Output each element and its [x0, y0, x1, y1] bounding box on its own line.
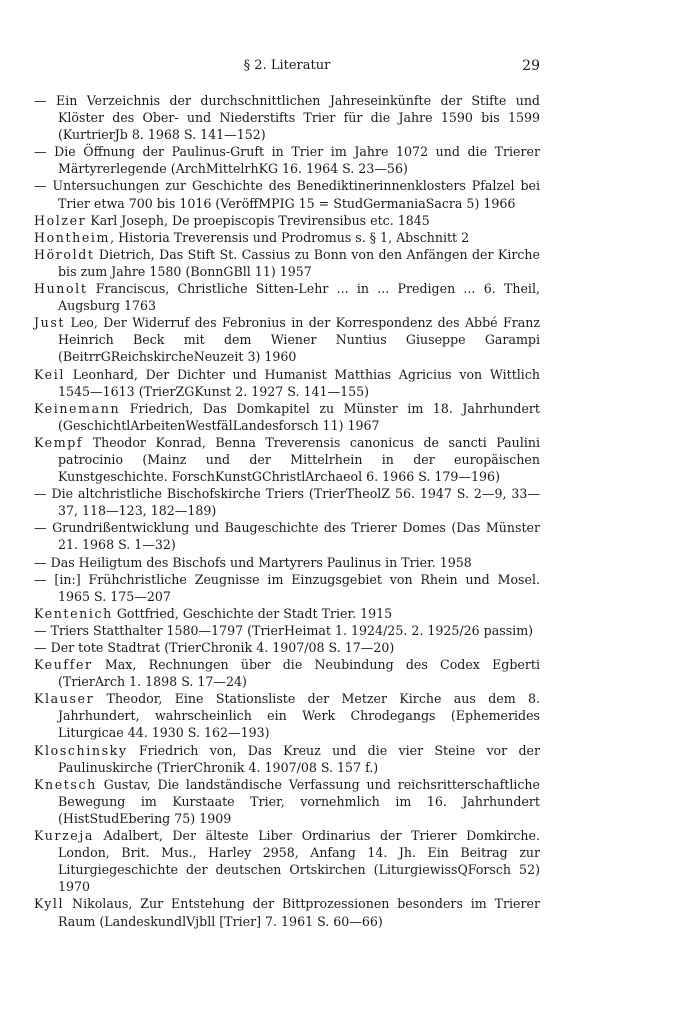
entry-author: Klauser [34, 691, 95, 707]
bibliography-entry [34, 246, 540, 280]
bibliography-entry [34, 639, 540, 656]
entry-text: Theodor Konrad, Benna Treverensis canonicus de sancti Paulini patrocinio (Mainz und der Mittelrhein in der europäischen Kunstgeschichte. ForschKunstGChristlArchaeol 6. 1966 S. 179—196) [58, 434, 540, 485]
bibliography-entry [34, 485, 540, 519]
entry-text: Gottfried, Geschichte der Stadt Trier. 1915 [112, 605, 393, 621]
entry-text: — Grundrißentwicklung und Baugeschichte des Trierer Domes (Das Münster 21. 1968 S. 1—32) [34, 520, 540, 553]
entry-author: Knetsch [34, 776, 97, 792]
bibliography-entry [34, 519, 540, 553]
entry-author: Hontheim [34, 229, 111, 245]
entry-author: Kempf [34, 434, 84, 450]
entry-author: Keinemann [34, 400, 121, 416]
entry-text: Max, Rechnungen über die Neubindung des Codex Egberti (TrierArch 1. 1898 S. 17—24) [58, 657, 540, 690]
entry-author: Hunolt [34, 281, 88, 297]
section-heading: § 2. Literatur [243, 58, 331, 73]
entry-text: Friedrich von, Das Kreuz und die vier Steine vor der Paulinuskirche (TrierChronik 4. 1907/08 S. 157 f.) [58, 742, 540, 775]
entry-text: Dietrich, Das Stift St. Cassius zu Bonn von den Anfängen der Kirche bis zum Jahre 1580 (BonnGBll 11) 1957 [58, 246, 540, 279]
entry-text: , Historia Treverensis und Prodromus s. § 1, Abschnitt 2 [110, 229, 470, 245]
bibliography-entry [34, 400, 540, 434]
entry-author: Kyll [34, 896, 65, 912]
entry-text: — Die altchristliche Bischofskirche Triers (TrierTheolZ 56. 1947 S. 2—9, 33—37, 118—123, 182—189) [34, 486, 540, 519]
bibliography-entry [34, 895, 540, 929]
entry-text: Gustav, Die landständische Verfassung und reichsritterschaftliche Bewegung im Kurstaate Trier, vornehmlich im 16. Jahrhundert (HistStudEbering 75) 1909 [58, 776, 540, 826]
bibliography-entry [34, 229, 540, 246]
entry-author: Just [34, 315, 66, 331]
entry-text: Franciscus, Christliche Sitten-Lehr ... in ... Predigen ... 6. Theil, Augsburg 1763 [58, 281, 540, 314]
entry-text: — Der tote Stadtrat (TrierChronik 4. 1907/08 S. 17—20) [34, 640, 395, 655]
entry-author: Kloschinsky [34, 742, 128, 758]
entry-text: Theodor, Eine Stationsliste der Metzer Kirche aus dem 8. Jahrhundert, wahrscheinlich ein Werk Chrodegangs (Ephemerides Liturgicae 44. 1930 S. 162—193) [58, 691, 540, 741]
bibliography-entry [34, 656, 540, 690]
entry-text: Nikolaus, Zur Entstehung der Bittprozessionen besonders im Trierer Raum (LandeskundlVjbll [Trier] 7. 1961 S. 60—66) [58, 896, 540, 929]
bibliography-entry [34, 605, 540, 622]
entry-text: Leonhard, Der Dichter und Humanist Matthias Agricius von Wittlich 1545—1613 (TrierZGKunst 2. 1927 S. 141—155) [58, 366, 540, 399]
entry-text: Adalbert, Der älteste Liber Ordinarius der Trierer Domkirche. London, Brit. Mus., Harley 2958, Anfang 14. Jh. Ein Beitrag zur Liturgiegeschichte der deutschen Ortskirchen (LiturgiewissQForsch 52) 1970 [58, 828, 540, 895]
bibliography-entry [34, 690, 540, 741]
entry-text: Leo, Der Widerruf des Febronius in der Korrespondenz des Abbé Franz Heinrich Beck mit dem Wiener Nuntius Giuseppe Garampi (BeitrrGReichskircheNeuzeit 3) 1960 [58, 315, 540, 365]
bibliography-entry [34, 434, 540, 485]
entry-author: Keuffer [34, 657, 93, 673]
entry-text: — Triers Statthalter 1580—1797 (TrierHeimat 1. 1924/25. 2. 1925/26 passim) [34, 622, 534, 638]
entry-text: Friedrich, Das Domkapitel zu Münster im 18. Jahrhundert (GeschichtlArbeitenWestfälLandesforsch 11) 1967 [58, 400, 540, 433]
bibliography-list [34, 92, 540, 930]
entry-text: — Ein Verzeichnis der durchschnittlichen Jahreseinkünfte der Stifte und Klöster des Ober- und Niederstifts Trier für die Jahre 1590 bis 1599 (KurtrierJb 8. 1968 S. 141—152) [34, 93, 540, 143]
entry-text: Karl Joseph, De proepiscopis Trevirensibus etc. 1845 [86, 212, 430, 228]
entry-author: Kurzeja [34, 828, 94, 844]
entry-author: Kentenich [34, 605, 113, 621]
bibliography-entry [34, 143, 540, 177]
bibliography-entry [34, 776, 540, 827]
bibliography-entry [34, 280, 540, 314]
bibliography-entry [34, 571, 540, 605]
bibliography-entry [34, 742, 540, 776]
entry-text: — Die Öffnung der Paulinus-Gruft in Trier im Jahre 1072 und die Trierer Märtyrerlegende (ArchMittelrhKG 16. 1964 S. 23—56) [34, 144, 540, 177]
bibliography-entry [34, 212, 540, 229]
bibliography-entry [34, 554, 540, 571]
entry-author: Holzer [34, 212, 87, 228]
bibliography-entry [34, 314, 540, 365]
bibliography-entry [34, 92, 540, 143]
entry-author: Höroldt [34, 246, 95, 262]
bibliography-entry [34, 827, 540, 895]
running-header [34, 58, 540, 78]
entry-text: — Untersuchungen zur Geschichte des Benediktinerinnenklosters Pfalzel bei Trier etwa 700 bis 1016 (VeröffMPIG 15 = StudGermaniaSacra 5) 1966 [34, 178, 540, 211]
bibliography-entry [34, 177, 540, 211]
entry-author: Keil [34, 366, 65, 382]
bibliography-entry [34, 366, 540, 400]
entry-text: — Das Heiligtum des Bischofs und Martyrers Paulinus in Trier. 1958 [34, 554, 472, 570]
page-number: 29 [522, 58, 540, 74]
entry-text: — [in:] Frühchristliche Zeugnisse im Einzugsgebiet von Rhein und Mosel. 1965 S. 175—207 [34, 571, 540, 604]
bibliography-entry [34, 622, 540, 639]
